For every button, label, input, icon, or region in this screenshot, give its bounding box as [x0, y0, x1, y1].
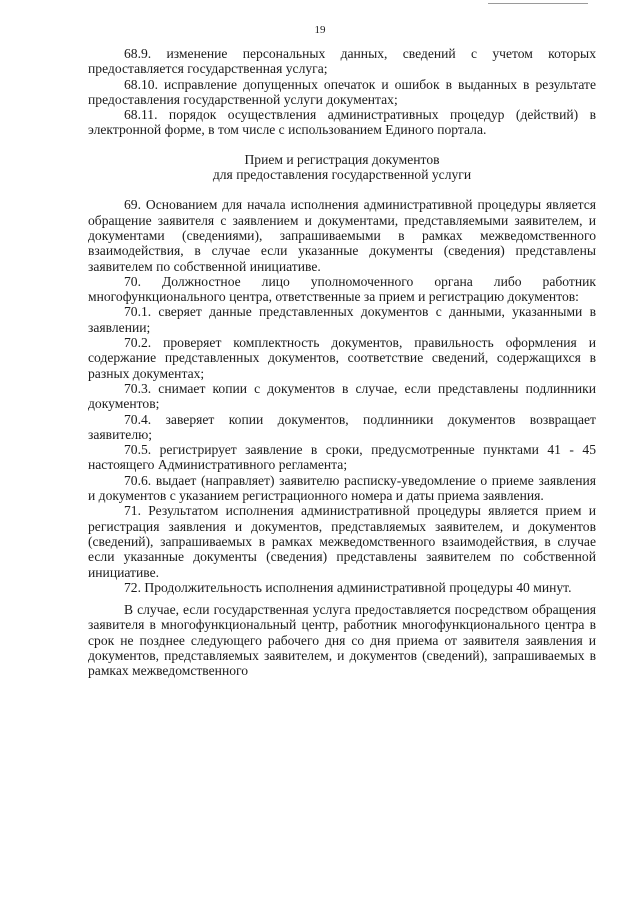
paragraph-70-3: 70.3. снимает копии с документов в случае, если представлены подлинники документов; — [88, 380, 596, 412]
paragraph-70-5: 70.5. регистрирует заявление в сроки, предусмотренные пунктами 41 - 45 настоящего Административного регламента; — [88, 442, 596, 473]
section-heading — [88, 152, 596, 183]
paragraph-68-11: 68.11. порядок осуществления административных процедур (действий) в электронной форме, в том числе с использованием Единого портала. — [88, 107, 596, 138]
paragraph-72: 72. Продолжительность исполнения административной процедуры 40 минут. — [124, 579, 572, 595]
paragraph-70: 70. Должностное лицо уполномоченного органа либо работник многофункционального центра, ответственные за прием и регистрацию документов: — [88, 273, 596, 305]
page-number: 19 — [314, 24, 326, 36]
paragraph-69: 69. Основанием для начала исполнения административной процедуры является обращение заявителя с заявлением и документами, представляемыми заявителем, и документами (сведениями), запрашиваемыми в рамках межведомственного взаимодействия, в случае если указанные документы (сведения) представлены заявителем по собственной инициативе. — [88, 197, 596, 274]
paragraph-68-10: 68.10. исправление допущенных опечаток и ошибок в выданных в результате предоставления государственной услуги документах; — [88, 76, 596, 107]
paragraph-70-2: 70.2. проверяет комплектность документов, правильность оформления и содержание представленных документов, соответствие сведений, содержащихся в разных документах; — [88, 335, 596, 381]
paragraph-70-4: 70.4. заверяет копии документов, подлинники документов возвращает заявителю; — [88, 411, 596, 442]
paragraph-70-1: 70.1. сверяет данные представленных документов с данными, указанными в заявлении; — [88, 304, 596, 335]
paragraph-70-6: 70.6. выдает (направляет) заявителю расписку-уведомление о приеме заявления и документов с указанием регистрационного номера и даты приема заявления. — [88, 472, 596, 504]
document-body — [88, 46, 596, 679]
paragraph-71: 71. Результатом исполнения административной процедуры является прием и регистрация заявления и документов, представляемых заявителем, и документов (сведений), запрашиваемых в рамках межведомственного взаимодействия, в случае если указанные документы (сведения) представлены заявителем по собственной инициативе. — [88, 503, 596, 580]
section-heading-line-2: для предоставления государственной услуги — [212, 167, 472, 183]
scan-edge-mark — [488, 3, 588, 4]
paragraph-closing: В случае, если государственная услуга предоставляется посредством обращения заявителя в многофункциональный центр, работник многофункционального центра в срок не позднее следующего рабочего дня со дня приема от заявителя заявления и документов, представляемых заявителем, и документов (сведений), запрашиваемых в рамках межведомственного — [88, 602, 596, 679]
paragraph-68-9: 68.9. изменение персональных данных, сведений с учетом которых предоставляется государственная услуга; — [88, 46, 596, 77]
section-heading-line-1: Прием и регистрация документов — [244, 151, 440, 167]
